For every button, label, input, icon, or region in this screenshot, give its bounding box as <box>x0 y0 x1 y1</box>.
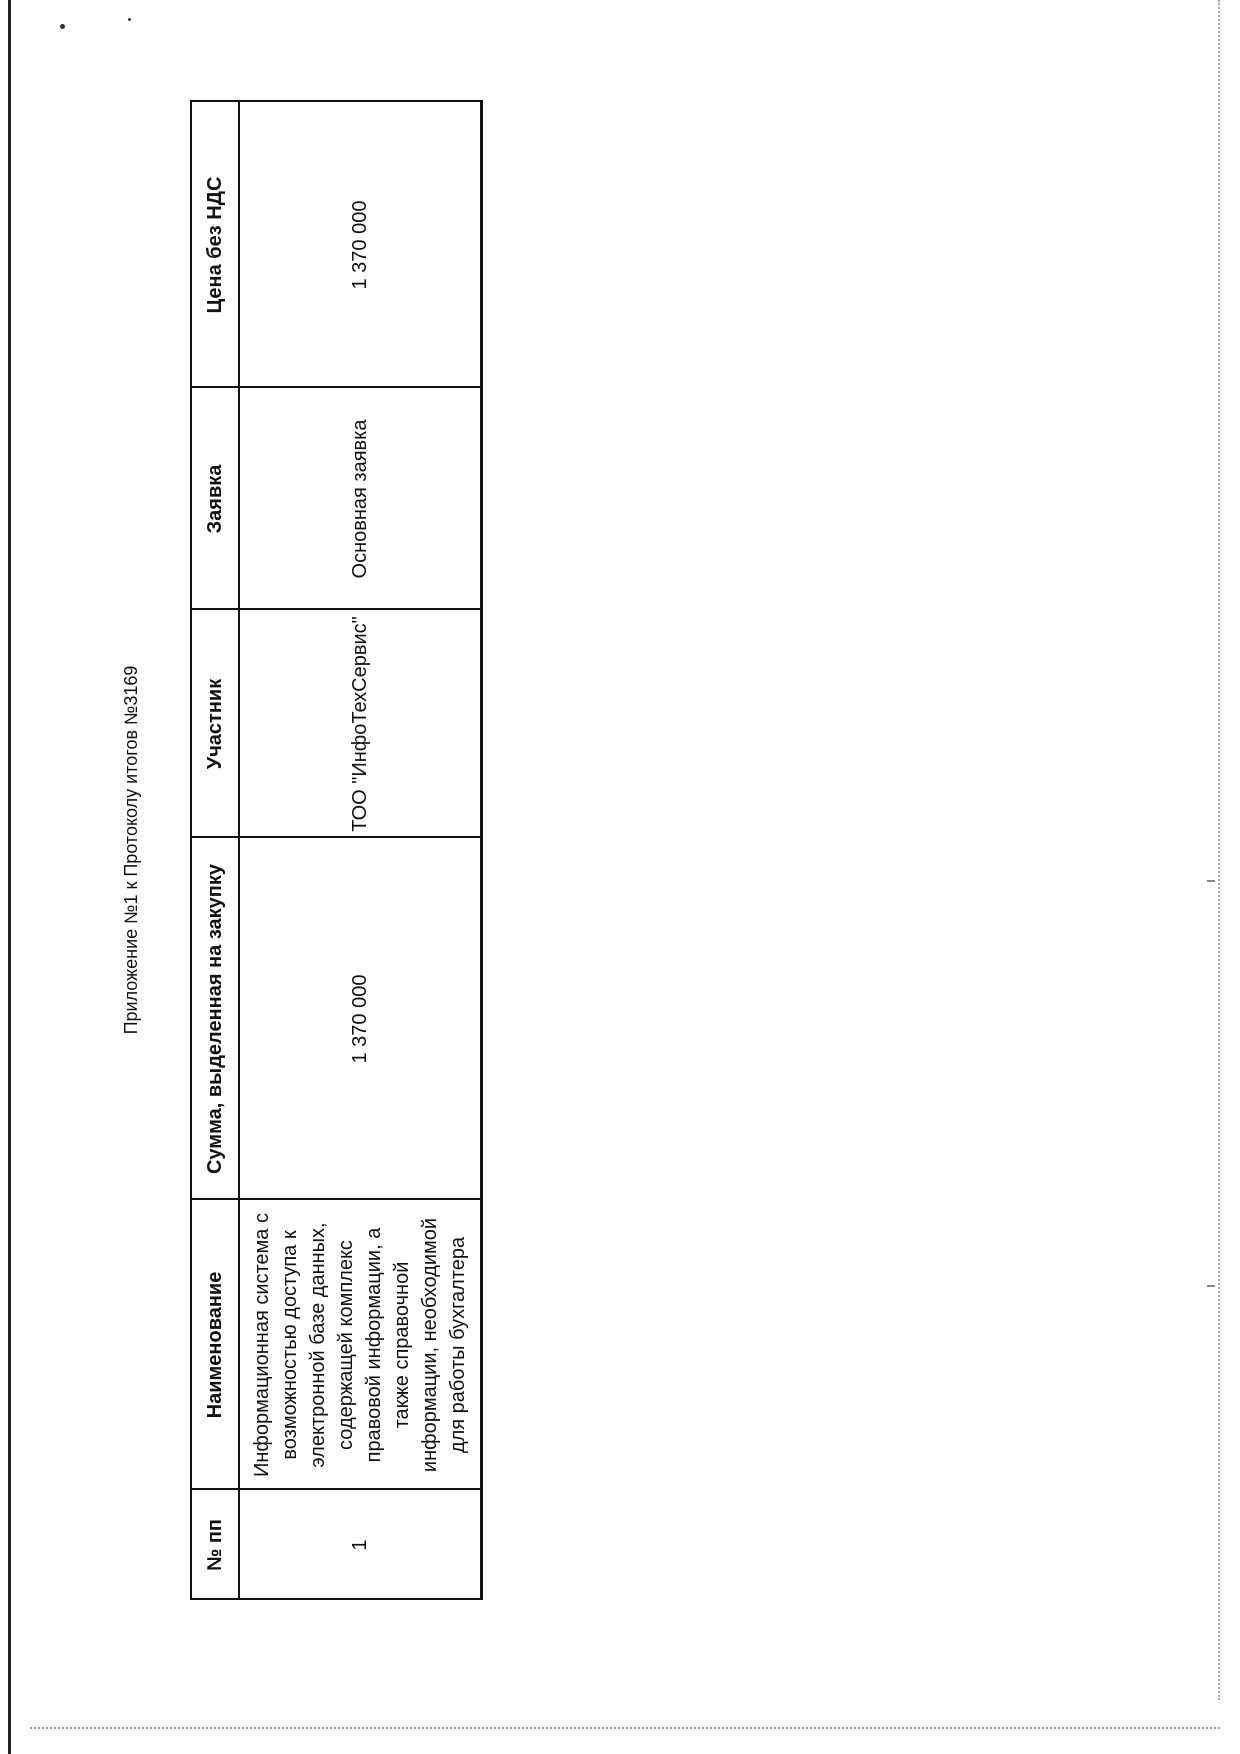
table-border-bottom <box>480 100 483 1600</box>
scan-left-edge <box>8 0 11 1754</box>
header-number: № пп <box>204 1519 226 1572</box>
row-1-participant: ТОО "ИнфоТехСервис" <box>349 616 371 832</box>
header-amount: Сумма, выделенная на закупку <box>204 863 226 1175</box>
scan-bottom-dots <box>30 1727 1220 1729</box>
header-name: Наименование <box>204 1271 226 1419</box>
row-1-number: 1 <box>349 1539 371 1551</box>
scan-speck <box>60 24 65 29</box>
row-1-name: Информационная система с возможностью доступа к электронной базе данных, содержащей комплекс правовой информации, а также справочной информации, необходимой для работы бухгалтера <box>251 1213 469 1478</box>
row-1-application: Основная заявка <box>349 419 371 579</box>
row-1-price: 1 370 000 <box>349 200 371 290</box>
scan-mark <box>1207 1285 1215 1287</box>
scan-mark <box>1207 880 1215 882</box>
header-participant: Участник <box>204 678 226 770</box>
document-caption: Приложение №1 к Протоколу итогов №3169 <box>121 665 141 1035</box>
scan-right-dots <box>1218 0 1220 1700</box>
row-1-amount: 1 370 000 <box>349 974 371 1064</box>
rotated-page <box>120 100 469 1600</box>
scan-speck <box>128 18 131 21</box>
header-price: Цена без НДС <box>204 176 226 314</box>
header-application: Заявка <box>204 464 226 534</box>
results-table <box>190 100 480 1600</box>
